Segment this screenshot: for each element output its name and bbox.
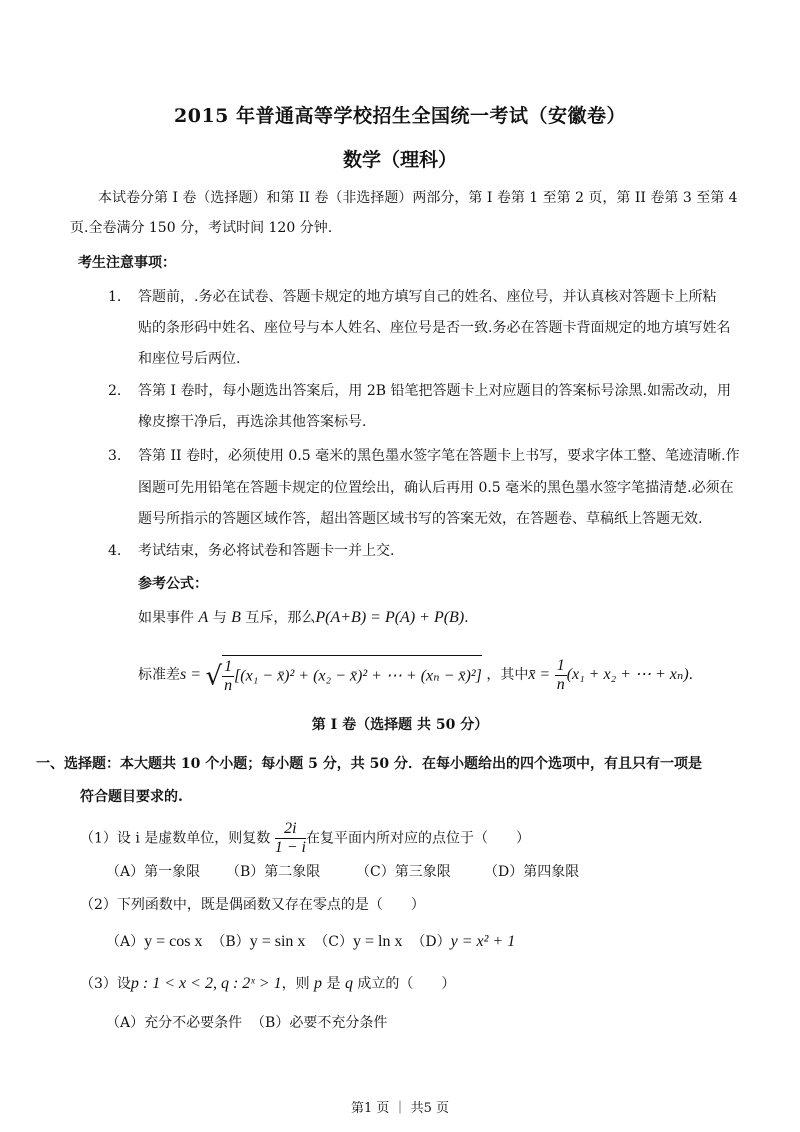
- section-instruction-line-1: 一、选择题：本大题共 10 个小题；每小题 5 分，共 50 分．在每小题给出的四个选项中，有且只有一项是: [36, 756, 702, 772]
- formula-1-mid: 与: [212, 610, 227, 626]
- notice-item-3-number: 3.: [108, 448, 122, 464]
- formula-2-body: [(x₁ − x̄)² + (x₂ − x̄)² + ⋯ + (xₙ − x̄)²]: [234, 667, 482, 685]
- question-3-tail-a: ，则: [281, 976, 310, 992]
- question-2-option-d-label: （D）: [411, 934, 451, 950]
- page-title: 2015 年普通高等学校招生全国统一考试（安徽卷）: [174, 105, 626, 127]
- section-instruction-line-2: 符合题目要求的.: [80, 789, 183, 805]
- question-3-expr: p : 1 < x < 2, q : 2ˣ > 1: [130, 975, 282, 992]
- formula-2: [138, 655, 693, 695]
- formula-1-text-2: 互斥，那么: [245, 610, 316, 626]
- formula-1-event-b: B: [231, 609, 241, 626]
- question-2-option-d-expr: y = x² + 1: [450, 933, 516, 950]
- formula-2-frac2-den: n: [556, 675, 565, 693]
- formula-2-frac-den: n: [224, 677, 233, 694]
- question-2-options: [106, 932, 515, 952]
- sqrt-sign-icon: √: [205, 661, 223, 692]
- question-3-p: p: [314, 975, 323, 992]
- question-1-option-b: （B）第二象限: [226, 864, 321, 880]
- notice-item-1-line-3: 和座位号后两位.: [138, 351, 241, 367]
- formula-1-expression: P(A+B) = P(A) + P(B): [315, 609, 465, 626]
- notice-item-2-line-2: 橡皮擦干净后，再选涂其他答案标号.: [138, 414, 367, 430]
- question-1-frac-num: 2i: [275, 820, 306, 839]
- formula-2-frac2-num: 1: [556, 656, 565, 674]
- question-3-tail-b: 是: [326, 976, 341, 992]
- formula-2-fraction: [222, 658, 234, 695]
- formula-2-body-2: (x₁ + x₂ + ⋯ + xₙ): [566, 666, 689, 683]
- page-footer: 第1 页 ｜ 共5 页: [350, 1101, 450, 1116]
- question-1-fraction: [275, 820, 306, 857]
- notice-item-4-number: 4.: [108, 543, 122, 559]
- question-2-option-b-label: （B）: [211, 934, 250, 950]
- notice-item-2-number: 2.: [108, 383, 122, 399]
- intro-line-1: 本试卷分第 I 卷（选择题）和第 II 卷（非选择题）两部分，第 I 卷第 1 至第 2 页，第 II 卷第 3 至第 4: [98, 190, 738, 206]
- question-3-label: （3）设: [80, 976, 131, 992]
- question-3: [80, 974, 455, 994]
- notice-item-1-line-1: 答题前，.务必在试卷、答题卡规定的地方填写自己的姓名、座位号，并认真核对答题卡上所粘: [138, 289, 717, 305]
- formula-1-event-a: A: [198, 609, 209, 626]
- question-3-options: [106, 1013, 387, 1033]
- notice-item-1-number: 1.: [108, 289, 122, 305]
- question-1-tail: 在复平面内所对应的点位于（ ）: [306, 830, 530, 847]
- question-2-label: （2）下列函数中，既是偶函数又存在零点的是（ ）: [80, 897, 425, 913]
- question-3-option-a: （A）充分不必要条件: [106, 1015, 243, 1031]
- notice-item-4-line-1: 考试结束，务必将试卷和答题卡一并上交.: [138, 543, 395, 559]
- question-3-tail-c: 成立的（ ）: [357, 976, 456, 992]
- question-1: [80, 820, 530, 857]
- formula-2-frac-num: 1: [224, 658, 233, 675]
- formula-2-fraction-2: [555, 657, 567, 694]
- question-2-option-c-label: （C）: [314, 934, 354, 950]
- notice-item-3-line-3: 题号所指示的答题区域作答，超出答题区域书写的答案无效，在答题卷、草稿纸上答题无效.: [138, 511, 703, 527]
- question-3-option-b: （B）必要不充分条件: [251, 1015, 388, 1031]
- formula-2-s: s =: [180, 666, 202, 683]
- page-subtitle: 数学（理科）: [342, 149, 457, 171]
- formulas-heading: 参考公式：: [138, 576, 208, 592]
- question-1-option-d: （D）第四象限: [484, 864, 580, 880]
- notice-item-1-line-2: 贴的条形码中姓名、座位号与本人姓名、座位号是否一致.务必在答题卡背面规定的地方填写姓名: [138, 320, 731, 336]
- formula-2-xbar: x̄ =: [528, 666, 551, 683]
- notice-item-3-line-1: 答第 II 卷时，必须使用 0.5 毫米的黑色墨水签字笔在答题卡上书写，要求字体工整、笔迹清晰.作: [138, 448, 740, 464]
- formula-2-label: 标准差: [138, 667, 180, 683]
- question-1-frac-den: 1 − i: [274, 839, 306, 856]
- formula-2-mid: ，其中: [486, 667, 529, 683]
- notice-item-3-line-2: 图题可先用铅笔在答题卡规定的位置绘出，确认后再用 0.5 毫米的黑色墨水签字笔描清楚.必须在: [138, 480, 734, 496]
- intro-line-2: 页.全卷满分 150 分，考试时间 120 分钟.: [70, 220, 333, 236]
- question-2-option-a-label: （A）: [106, 934, 145, 950]
- formula-1-text: 如果事件: [138, 610, 194, 626]
- question-3-q: q: [344, 975, 353, 992]
- notice-heading: 考生注意事项：: [78, 255, 176, 271]
- formula-1-end: .: [464, 610, 469, 626]
- notice-item-2-line-1: 答第 I 卷时，每小题选出答案后，用 2B 铅笔把答题卡上对应题目的答案标号涂黑.如需改动，用: [138, 383, 731, 399]
- question-1-option-a: （A）第一象限: [106, 864, 201, 880]
- question-1-option-c: （C）第三象限: [356, 864, 451, 880]
- formula-2-sqrt: [205, 655, 481, 695]
- formula-1: [138, 608, 469, 628]
- question-2-option-b-expr: y = sin x: [249, 933, 306, 950]
- question-2-option-c-expr: y = ln x: [353, 933, 403, 950]
- formula-2-end: .: [688, 667, 694, 683]
- section-title: 第 I 卷（选择题 共 50 分）: [311, 717, 489, 733]
- question-1-label: （1）设 i 是虚数单位，则复数: [80, 830, 271, 847]
- question-2-option-a-expr: y = cos x: [144, 933, 203, 950]
